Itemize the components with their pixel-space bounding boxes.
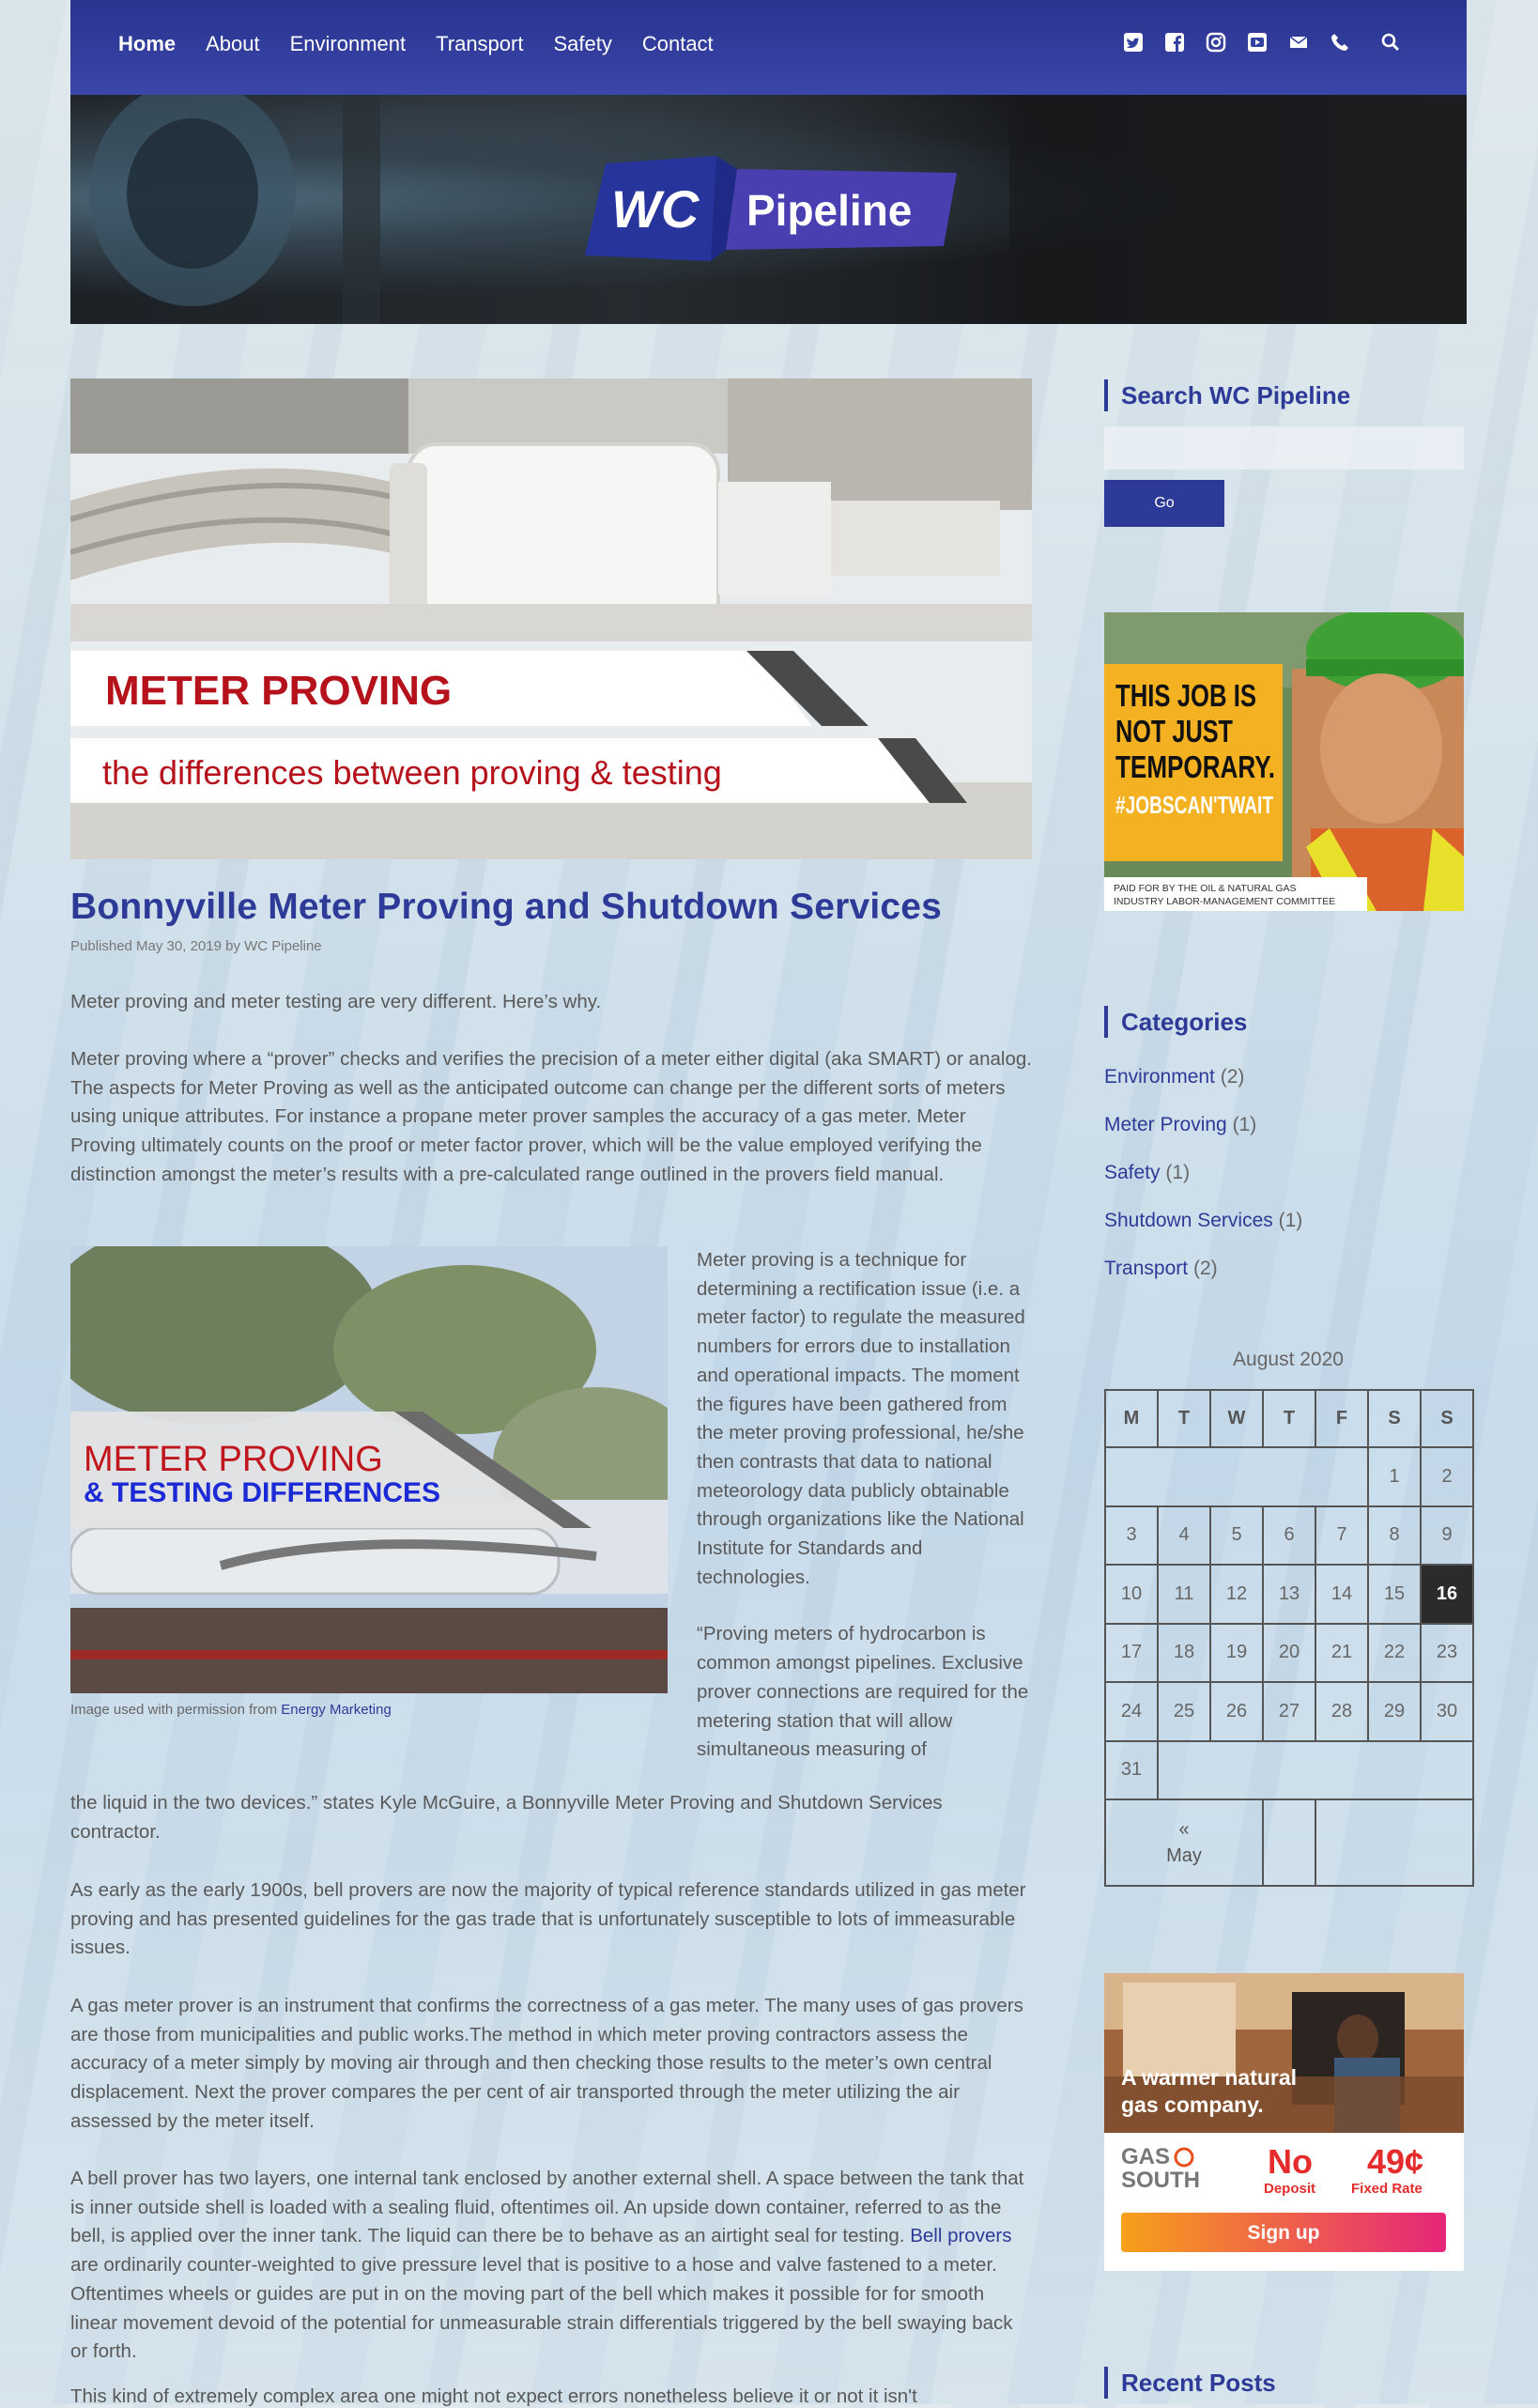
calendar-day: 17 [1105, 1624, 1158, 1683]
ad1-footer-line1: PAID FOR BY THE OIL & NATURAL GAS [1114, 883, 1297, 894]
ad2-cta-label: Sign up [1247, 2222, 1320, 2244]
calendar-day: 26 [1210, 1682, 1263, 1741]
calendar-day: 1 [1368, 1447, 1421, 1506]
featured-image [70, 378, 1032, 859]
search-go-button[interactable]: Go [1104, 480, 1224, 527]
instagram-icon[interactable] [1206, 32, 1226, 53]
calendar-day: 3 [1105, 1506, 1158, 1566]
calendar-day: 22 [1368, 1624, 1421, 1683]
nav-transport[interactable]: Transport [436, 32, 524, 55]
calendar-day: 4 [1158, 1506, 1210, 1566]
email-icon[interactable] [1288, 32, 1309, 53]
ad2-offer1-small: Deposit [1264, 2181, 1316, 2197]
category-count: (2) [1220, 1066, 1245, 1088]
calendar-day: 31 [1105, 1741, 1158, 1800]
categories-list [1104, 1066, 1302, 1305]
inline-image [70, 1246, 668, 1693]
calendar-day: 24 [1105, 1682, 1158, 1741]
main-nav [118, 32, 744, 56]
ad1-hashtag: #JOBSCAN'TWAIT [1115, 791, 1274, 819]
calendar-day: 19 [1210, 1624, 1263, 1683]
category-item [1104, 1114, 1302, 1162]
calendar-week-row [1105, 1682, 1473, 1741]
category-item [1104, 1210, 1302, 1258]
image-caption [70, 1702, 392, 1718]
category-item [1104, 1162, 1302, 1210]
post-byline: Published May 30, 2019 by WC Pipeline [70, 938, 322, 954]
caption-link[interactable]: Energy Marketing [281, 1702, 392, 1718]
calendar-empty-cell [1158, 1741, 1473, 1800]
category-environment-link[interactable]: Environment [1104, 1066, 1215, 1088]
calendar-day: 7 [1315, 1506, 1368, 1566]
post-title[interactable]: Bonnyville Meter Proving and Shutdown Services [70, 887, 943, 927]
categories-widget-title: Categories [1104, 1006, 1247, 1038]
calendar-day-header: W [1210, 1390, 1263, 1447]
search-widget-title: Search WC Pipeline [1104, 379, 1350, 411]
phone-icon[interactable] [1330, 32, 1350, 53]
calendar-caption: August 2020 [1233, 1349, 1344, 1370]
prev-month-label: May [1166, 1845, 1202, 1866]
float-paragraph-2: “Proving meters of hydrocarbon is common amongst pipelines. Exclusive prover connections are required for the metering station that will allow simultaneous measuring of [697, 1623, 1029, 1761]
ad1-line2: NOT JUST [1115, 714, 1233, 749]
nav-contact[interactable]: Contact [641, 32, 714, 55]
inline-image-line2: & TESTING DIFFERENCES [84, 1477, 441, 1508]
post-paragraph-6-cutoff: This kind of extremely complex area one might not expect errors nonetheless believe it or not it isn't [70, 2385, 917, 2407]
calendar-day: 13 [1263, 1565, 1315, 1624]
calendar-week-row [1105, 1741, 1473, 1800]
post-intro: Meter proving and meter testing are very different. Here’s why. [70, 991, 602, 1012]
category-transport-link[interactable]: Transport [1104, 1258, 1189, 1279]
ad2-offer1-big: No [1268, 2142, 1313, 2181]
post-paragraph-1: Meter proving where a “prover” checks and verifies the precision of a meter either digital (aka SMART) or analog. The aspects for Meter Proving as well as the anticipated outcome can change per the different sorts of meters using unique attributes. For instance a propane meter prover samples the accuracy of a gas meter. Meter Proving ultimately counts on the proof or meter factor prover, which will be the value employed verifying the distinction amongst the meter’s results with a pre-calculated range outlined in the provers field manual. [70, 1048, 1032, 1185]
site-logo[interactable] [585, 156, 957, 263]
calendar-day: 30 [1421, 1682, 1473, 1741]
calendar-week-row [1105, 1447, 1473, 1506]
calendar-day: 9 [1421, 1506, 1473, 1566]
calendar-day: 5 [1210, 1506, 1263, 1566]
post-paragraph-4: A gas meter prover is an instrument that confirms the correctness of a gas meter. The many uses of gas provers are those from municipalities and public works.The method in which meter proving contractors assess the accuracy of a meter simply by moving air through and then checking those results to the meter’s own central displacement. Next the prover compares the per cent of air transported through the meter utilizing the air assessed by the meter itself. [70, 1995, 1023, 2132]
calendar-nav-spacer [1263, 1799, 1315, 1886]
logo-wc-text: WC [611, 179, 700, 239]
youtube-icon[interactable] [1247, 32, 1268, 53]
calendar-day: 21 [1315, 1624, 1368, 1683]
hero-subline: the differences between proving & testing [102, 753, 722, 792]
calendar-day-header: T [1158, 1390, 1210, 1447]
float-text-column [697, 1246, 1035, 1793]
paragraph-5-text-b: are ordinarily counter-weighted to give pressure level that is positive to a hose and valve fastened to a meter. Oftentimes wheels or guides are put in on the moving part of the bell which makes it possible for for smooth linear movement devoid of the potential for unmeasurable strain differentials triggered by the bell swaying back or forth. [70, 2254, 1013, 2363]
category-count: (2) [1192, 1258, 1218, 1279]
search-icon[interactable] [1380, 32, 1401, 53]
ad2-headline-line1: A warmer natural [1121, 2065, 1298, 2090]
float-paragraph-1: Meter proving is a technique for determining a rectification issue (i.e. a meter factor) to regulate the measured numbers for errors due to installation and operational impacts. The moment the figures have been gathered from the meter proving professional, he/she then contrasts that data to national meteorology data publicly obtainable through organizations like the National Institute for Standards and technologies. [697, 1249, 1025, 1588]
calendar-day: 27 [1263, 1682, 1315, 1741]
calendar-week-row [1105, 1624, 1473, 1683]
calendar-body [1105, 1447, 1473, 1886]
ad1-line3: TEMPORARY. [1115, 749, 1275, 784]
recent-posts-widget-title: Recent Posts [1104, 2367, 1276, 2399]
category-item [1104, 1258, 1302, 1305]
post-paragraph-2-cont: the liquid in the two devices.” states Kyle McGuire, a Bonnyville Meter Proving and Shutdown Services contractor. [70, 1792, 943, 1843]
nav-home[interactable]: Home [118, 32, 177, 55]
nav-safety[interactable]: Safety [553, 32, 612, 55]
category-count: (1) [1165, 1162, 1191, 1183]
ad2-headline-line2: gas company. [1121, 2092, 1264, 2117]
calendar-today: 16 [1421, 1565, 1473, 1624]
ad1-line1: THIS JOB IS [1115, 678, 1256, 713]
bell-provers-link[interactable]: Bell provers [910, 2225, 1012, 2247]
calendar-day: 8 [1368, 1506, 1421, 1566]
social-links [1123, 32, 1401, 53]
calendar-next-link [1315, 1799, 1473, 1886]
gas-south-ad-banner[interactable] [1104, 1973, 1464, 2271]
hero-headline: METER PROVING [105, 668, 453, 714]
meter-prover-photo [70, 378, 1032, 859]
calendar-day-header: T [1263, 1390, 1315, 1447]
header-banner [70, 95, 1467, 324]
search-input[interactable] [1104, 426, 1464, 470]
ad2-offer2-big: 49¢ [1367, 2142, 1424, 2181]
gas-south-ad-image [1104, 1973, 1464, 2271]
category-count: (1) [1232, 1114, 1257, 1135]
calendar-day: 20 [1263, 1624, 1315, 1683]
category-shutdown-services-link[interactable]: Shutdown Services [1104, 1210, 1273, 1231]
calendar-day: 25 [1158, 1682, 1210, 1741]
calendar-empty-cell [1105, 1447, 1368, 1506]
calendar-day-header: M [1105, 1390, 1158, 1447]
ad2-brand-line1: GAS [1121, 2144, 1171, 2169]
post-paragraph-5 [70, 2165, 1033, 2367]
calendar-widget [1104, 1389, 1474, 1887]
category-meter-proving-link[interactable]: Meter Proving [1104, 1114, 1227, 1135]
calendar-prev-link[interactable] [1105, 1799, 1263, 1886]
calendar-day: 2 [1421, 1447, 1473, 1506]
ad2-brand-line2: SOUTH [1121, 2168, 1200, 2193]
meter-testing-photo [70, 1246, 668, 1693]
nav-environment[interactable]: Environment [289, 32, 407, 55]
jobs-ad-image [1104, 612, 1464, 911]
calendar-day: 10 [1105, 1565, 1158, 1624]
calendar-header-row [1105, 1390, 1473, 1447]
calendar-nav-row [1105, 1799, 1473, 1886]
calendar-day: 29 [1368, 1682, 1421, 1741]
calendar-day-header: F [1315, 1390, 1368, 1447]
category-count: (1) [1278, 1210, 1303, 1231]
calendar-week-row [1105, 1506, 1473, 1566]
calendar-day: 23 [1421, 1624, 1473, 1683]
nav-about[interactable]: About [206, 32, 260, 55]
caption-text: Image used with permission from [70, 1702, 282, 1718]
calendar-day: 18 [1158, 1624, 1210, 1683]
prev-arrow: « [1178, 1819, 1190, 1840]
category-safety-link[interactable]: Safety [1104, 1162, 1161, 1183]
facebook-icon[interactable] [1164, 32, 1185, 53]
ad1-footer-line2: INDUSTRY LABOR-MANAGEMENT COMMITTEE [1114, 896, 1336, 907]
post-paragraph-3: As early as the early 1900s, bell provers are now the majority of typical reference standards utilized in gas meter proving and has presented guidelines for the gas trade that is unfortunately susceptible to lots of immeasurable issues. [70, 1879, 1026, 1959]
twitter-icon[interactable] [1123, 32, 1144, 53]
calendar-day: 14 [1315, 1565, 1368, 1624]
logo-pipeline-text: Pipeline [746, 186, 913, 235]
paragraph-5-text-a: A bell prover has two layers, one internal tank enclosed by another external shell. A space between the tank that is inner outside shell is loaded with a sealing fluid, oftentimes oil. An upside down container, referred to as the bell, is applied over the inner tank. The liquid can there be to behave as an airtight seal for testing. [70, 2168, 1024, 2247]
ad2-offer2-small: Fixed Rate [1351, 2181, 1423, 2197]
inline-image-line1: METER PROVING [84, 1440, 383, 1479]
calendar-day: 11 [1158, 1565, 1210, 1624]
calendar-week-row [1105, 1565, 1473, 1624]
calendar-day-header: S [1368, 1390, 1421, 1447]
calendar-day: 15 [1368, 1565, 1421, 1624]
calendar-day: 28 [1315, 1682, 1368, 1741]
top-navbar [70, 0, 1467, 95]
calendar-day: 12 [1210, 1565, 1263, 1624]
calendar-day-header: S [1421, 1390, 1473, 1447]
calendar-day: 6 [1263, 1506, 1315, 1566]
jobs-ad-banner[interactable] [1104, 612, 1464, 911]
category-item [1104, 1066, 1302, 1114]
